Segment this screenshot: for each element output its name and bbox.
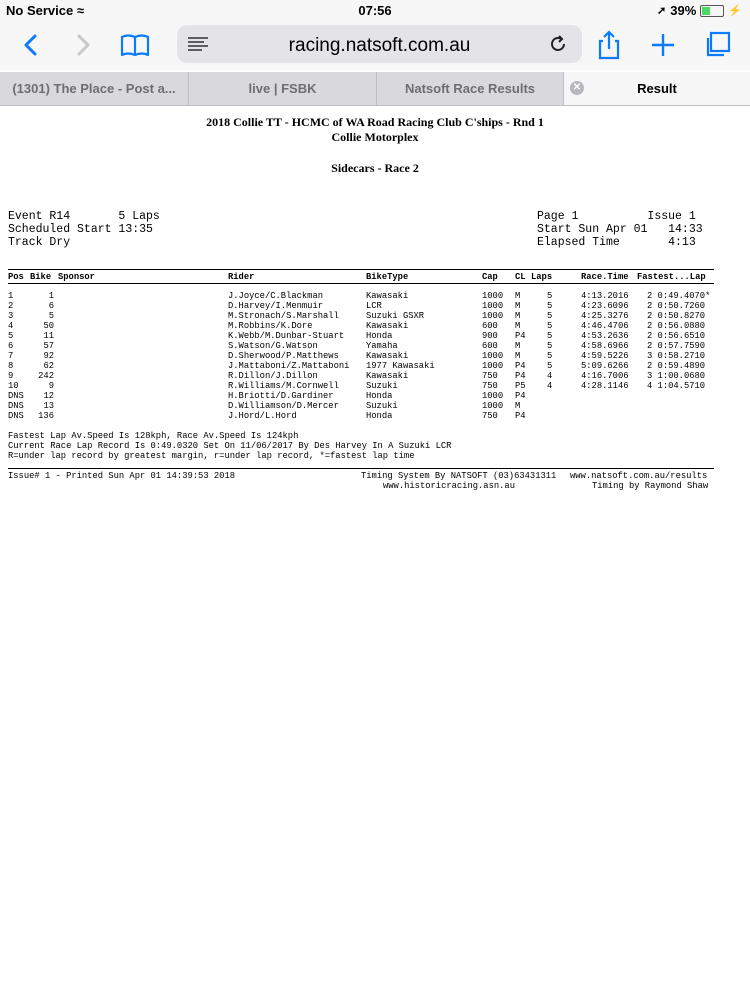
scheduled-start: Scheduled Start 13:35 <box>8 223 153 236</box>
column-header-divider <box>8 283 714 284</box>
tab-label: Result <box>637 81 677 96</box>
lap-record-note: Current Race Lap Record Is 0:49.0320 Set On 11/06/2017 By Des Harvey In A Suzuki LCR <box>8 441 452 451</box>
cell-racetime: 5:09.6266 <box>581 361 629 371</box>
col-fastest: Fastest...Lap <box>637 272 706 282</box>
charging-icon: ⚡ <box>728 5 742 17</box>
cell-cl: P4 <box>515 371 526 381</box>
cell-pos: 8 <box>8 361 14 371</box>
start-time: Start Sun Apr 01 14:33 <box>537 223 703 236</box>
cell-bike: 50 <box>43 321 54 331</box>
tab-live-fsbk[interactable] <box>189 72 377 105</box>
cell-rider: R.Dillon/J.Dillon <box>228 371 318 381</box>
cell-racetime: 4:25.3276 <box>581 311 629 321</box>
cell-laps: 4 <box>547 371 553 381</box>
cell-pos: 5 <box>8 331 14 341</box>
battery-icon <box>700 5 724 17</box>
cell-cap: 1000 <box>482 301 504 311</box>
cell-rider: J.Mattaboni/Z.Mattaboni <box>228 361 350 371</box>
cell-fastest: 3 1:00.0680 <box>647 371 706 381</box>
cell-biketype: Honda <box>366 331 393 341</box>
col-bike: Bike <box>30 272 52 282</box>
plus-icon <box>646 28 680 62</box>
cell-fastest: 2 0:50.7260 <box>647 301 706 311</box>
page-issue: Page 1 Issue 1 <box>537 210 696 223</box>
battery-status <box>657 3 742 18</box>
chevron-left-icon <box>14 28 48 62</box>
wifi-icon: ≈ <box>76 3 84 18</box>
natsoft-results-link[interactable]: www.natsoft.com.au/results <box>570 471 708 481</box>
cell-bike: 62 <box>43 361 54 371</box>
col-rider: Rider <box>228 272 255 282</box>
cell-fastest: 2 0:56.0880 <box>647 321 706 331</box>
cell-cap: 1000 <box>482 311 504 321</box>
cell-cl: M <box>515 351 521 361</box>
cell-biketype: Suzuki <box>366 381 398 391</box>
cell-bike: 92 <box>43 351 54 361</box>
cell-pos: 3 <box>8 311 14 321</box>
cell-bike: 9 <box>48 381 54 391</box>
legend-note: R=under lap record by greatest margin, r=under lap record, *=fastest lap time <box>8 451 415 461</box>
printed-info: Issue# 1 - Printed Sun Apr 01 14:39:53 2018 <box>8 471 235 481</box>
cell-rider: R.Williams/M.Cornwell <box>228 381 339 391</box>
tab-label: Natsoft Race Results <box>404 81 536 96</box>
cell-biketype: Honda <box>366 391 393 401</box>
timing-credit: Timing by Raymond Shaw <box>592 481 709 491</box>
race-notes <box>8 431 451 461</box>
cell-laps: 5 <box>547 291 553 301</box>
cell-bike: 242 <box>38 371 54 381</box>
cell-fastest: 2 0:50.8270 <box>647 311 706 321</box>
cell-pos: DNS <box>8 391 24 401</box>
tabs-button[interactable] <box>700 28 734 62</box>
header-divider <box>8 269 714 270</box>
cell-pos: 7 <box>8 351 14 361</box>
cell-cap: 1000 <box>482 291 504 301</box>
cell-biketype: Yamaha <box>366 341 398 351</box>
cell-cl: M <box>515 401 521 411</box>
col-racetime: Race.Time <box>581 272 629 282</box>
cell-rider: M.Robbins/K.Dore <box>228 321 313 331</box>
event-laps: Event R14 5 Laps <box>8 210 160 223</box>
historic-racing-link[interactable]: www.historicracing.asn.au <box>383 481 515 491</box>
col-pos: Pos <box>8 272 24 282</box>
url-text: racing.natsoft.com.au <box>288 35 471 56</box>
cell-biketype: Suzuki <box>366 401 398 411</box>
cell-cl: M <box>515 311 521 321</box>
cell-rider: D.Williamson/D.Mercer <box>228 401 339 411</box>
cell-rider: D.Sherwood/P.Matthews <box>228 351 339 361</box>
cell-racetime: 4:23.6096 <box>581 301 629 311</box>
cell-fastest: 2 0:57.7590 <box>647 341 706 351</box>
timing-system: Timing System By NATSOFT (03)63431311 <box>361 471 557 481</box>
elapsed-time: Elapsed Time 4:13 <box>537 236 696 249</box>
cell-cap: 1000 <box>482 351 504 361</box>
cell-pos: DNS <box>8 411 24 421</box>
cell-bike: 136 <box>38 411 54 421</box>
share-icon <box>592 28 626 62</box>
cell-racetime: 4:13.2016 <box>581 291 629 301</box>
cell-rider: J.Joyce/C.Blackman <box>228 291 324 301</box>
back-button[interactable] <box>14 28 48 62</box>
cell-pos: 9 <box>8 371 14 381</box>
cell-racetime: 4:28.1146 <box>581 381 629 391</box>
cell-cl: M <box>515 321 521 331</box>
tab-the-place[interactable] <box>0 72 189 105</box>
cell-cap: 750 <box>482 411 498 421</box>
cell-laps: 5 <box>547 301 553 311</box>
cell-cl: P4 <box>515 391 526 401</box>
cell-racetime: 4:59.5226 <box>581 351 629 361</box>
carrier-label: No Service ≈ <box>6 3 84 18</box>
cell-cl: P5 <box>515 381 526 391</box>
footer-divider <box>8 468 714 469</box>
cell-bike: 11 <box>43 331 54 341</box>
col-biketype: BikeType <box>366 272 409 282</box>
cell-pos: 4 <box>8 321 14 331</box>
col-cap: Cap <box>482 272 498 282</box>
cell-racetime: 4:16.7006 <box>581 371 629 381</box>
address-bar[interactable] <box>177 25 582 63</box>
tab-label: (1301) The Place - Post a... <box>12 81 176 96</box>
cell-biketype: Kawasaki <box>366 371 409 381</box>
tabs-icon <box>700 28 734 62</box>
cell-cl: M <box>515 341 521 351</box>
col-cl: CL <box>515 272 526 282</box>
close-tab-icon[interactable]: ✕ <box>570 81 584 95</box>
cell-laps: 5 <box>547 321 553 331</box>
tab-label: live | FSBK <box>248 81 317 96</box>
track-condition: Track Dry <box>8 236 71 249</box>
cell-rider: J.Hord/L.Hord <box>228 411 297 421</box>
cell-cap: 1000 <box>482 391 504 401</box>
cell-bike: 5 <box>48 311 54 321</box>
cell-fastest: 3 0:58.2710 <box>647 351 706 361</box>
cell-pos: DNS <box>8 401 24 411</box>
cell-biketype: 1977 Kawasaki <box>366 361 435 371</box>
cell-cap: 750 <box>482 371 498 381</box>
bookmarks-button[interactable] <box>118 28 152 62</box>
cell-bike: 6 <box>48 301 54 311</box>
cell-biketype: Kawasaki <box>366 291 409 301</box>
cell-racetime: 4:53.2636 <box>581 331 629 341</box>
battery-percent: 39% <box>670 3 697 18</box>
cell-pos: 1 <box>8 291 14 301</box>
cell-biketype: LCR <box>366 301 382 311</box>
cell-cap: 900 <box>482 331 498 341</box>
cell-bike: 1 <box>48 291 54 301</box>
cell-cl: M <box>515 301 521 311</box>
browser-toolbar <box>0 20 750 70</box>
cell-biketype: Suzuki GSXR <box>366 311 425 321</box>
col-sponsor: Sponsor <box>58 272 95 282</box>
cell-fastest: 2 0:49.4070* <box>647 291 711 301</box>
cell-laps: 5 <box>547 351 553 361</box>
cell-laps: 5 <box>547 311 553 321</box>
cell-rider: D.Harvey/I.Menmuir <box>228 301 324 311</box>
location-arrow-icon: ➚ <box>657 5 667 17</box>
cell-cl: P4 <box>515 361 526 371</box>
cell-racetime: 4:58.6966 <box>581 341 629 351</box>
cell-biketype: Honda <box>366 411 393 421</box>
new-tab-button[interactable] <box>646 28 680 62</box>
col-laps: Laps <box>531 272 553 282</box>
cell-bike: 12 <box>43 391 54 401</box>
cell-bike: 13 <box>43 401 54 411</box>
event-info <box>8 210 160 249</box>
chevron-right-icon <box>66 28 100 62</box>
cell-cap: 750 <box>482 381 498 391</box>
cell-laps: 5 <box>547 341 553 351</box>
cell-racetime: 4:46.4706 <box>581 321 629 331</box>
cell-cap: 1000 <box>482 361 504 371</box>
cell-rider: H.Briotti/D.Gardiner <box>228 391 334 401</box>
cell-laps: 5 <box>547 331 553 341</box>
page-info <box>537 210 703 249</box>
share-button[interactable] <box>592 28 626 62</box>
cell-laps: 4 <box>547 381 553 391</box>
cell-bike: 57 <box>43 341 54 351</box>
cell-rider: M.Stronach/S.Marshall <box>228 311 339 321</box>
cell-fastest: 2 0:59.4890 <box>647 361 706 371</box>
cell-rider: K.Webb/M.Dunbar-Stuart <box>228 331 345 341</box>
cell-cl: P4 <box>515 331 526 341</box>
cell-cap: 600 <box>482 321 498 331</box>
cell-biketype: Kawasaki <box>366 351 409 361</box>
status-bar <box>0 0 750 20</box>
cell-rider: S.Watson/G.Watson <box>228 341 318 351</box>
clock: 07:56 <box>358 3 392 18</box>
forward-button[interactable] <box>66 28 100 62</box>
cell-fastest: 4 1:04.5710 <box>647 381 706 391</box>
cell-cl: M <box>515 291 521 301</box>
cell-pos: 6 <box>8 341 14 351</box>
cell-pos: 10 <box>8 381 19 391</box>
book-icon <box>118 28 152 62</box>
event-title: 2018 Collie TT - HCMC of WA Road Racing Club C'ships - Rnd 1 <box>206 115 544 129</box>
tab-natsoft-race-results[interactable] <box>377 72 564 105</box>
tab-bar <box>0 72 750 106</box>
venue-title: Collie Motorplex <box>331 130 419 144</box>
cell-fastest: 2 0:56.6510 <box>647 331 706 341</box>
race-title: Sidecars - Race 2 <box>331 161 419 175</box>
cell-pos: 2 <box>8 301 14 311</box>
cell-cap: 600 <box>482 341 498 351</box>
speed-note: Fastest Lap Av.Speed Is 128kph, Race Av.Speed Is 124kph <box>8 431 299 441</box>
cell-cl: P4 <box>515 411 526 421</box>
cell-biketype: Kawasaki <box>366 321 409 331</box>
reload-icon[interactable] <box>548 34 568 54</box>
cell-laps: 5 <box>547 361 553 371</box>
cell-cap: 1000 <box>482 401 504 411</box>
tab-result[interactable] <box>564 72 750 105</box>
